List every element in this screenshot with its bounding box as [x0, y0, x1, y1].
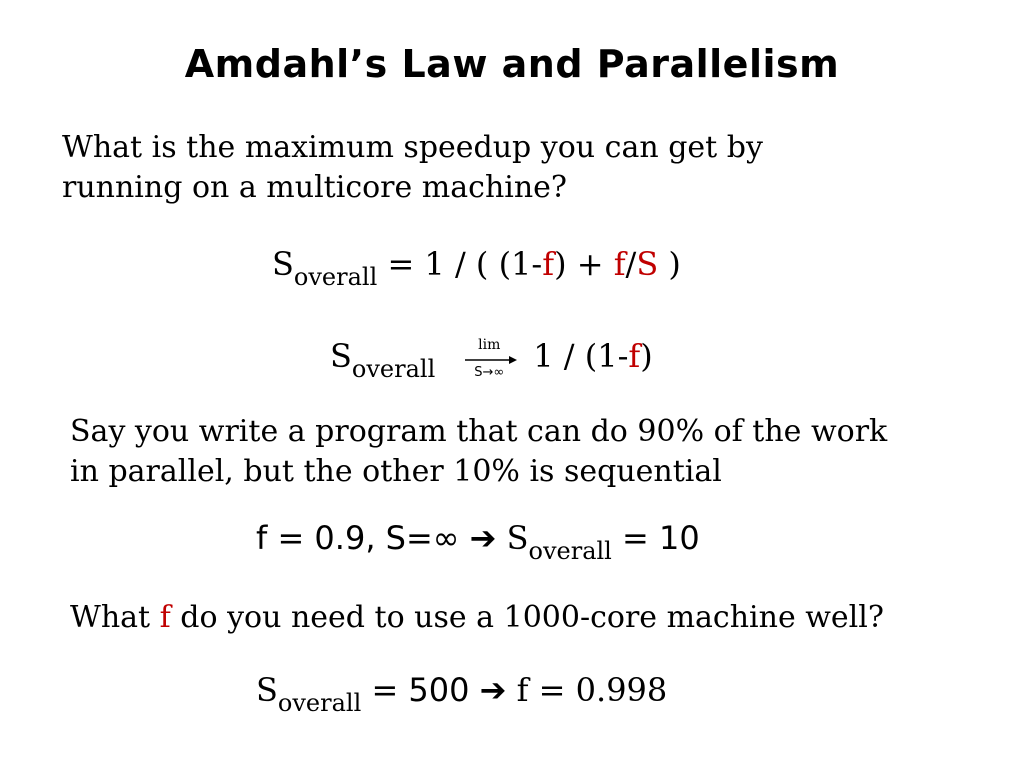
eq1-part4: ) [658, 245, 681, 283]
eq4-subscript: overall [277, 689, 362, 717]
eq2-subscript: overall [351, 355, 436, 383]
eq4-arrow-icon: ➔ [479, 671, 507, 709]
limit-operator [459, 336, 519, 380]
eq3-subscript: overall [528, 537, 612, 565]
limit-arrow-icon [465, 355, 517, 365]
answer-equation [256, 670, 667, 723]
eq1-f2: f [613, 245, 626, 283]
scenario-line1: Say you write a program that can do 90% of the work [70, 414, 888, 449]
scenario-result-equation [256, 518, 700, 571]
eq4-part2: f = 0.998 [506, 671, 668, 709]
limit-label: lim [478, 336, 501, 353]
scenario-text [70, 412, 887, 492]
scenario-line2: in parallel, but the other 10% is sequential [70, 454, 722, 489]
question2-f: f [159, 600, 171, 635]
eq3-part1: f = 0.9, S=∞ [256, 519, 470, 557]
eq1-part3: / [625, 245, 637, 283]
eq3-part2: = 10 [611, 519, 700, 557]
eq1-f1: f [542, 245, 555, 283]
eq1-S: S [272, 245, 294, 283]
eq1-part1: = 1 / ( (1- [377, 245, 543, 283]
limit-condition: S→∞ [474, 364, 505, 380]
eq2-S: S [330, 337, 352, 375]
eq4-S: S [256, 671, 278, 709]
eq1-subscript: overall [293, 263, 378, 291]
eq2-f: f [628, 337, 641, 375]
question-thousand-core [70, 598, 884, 638]
eq1-S2: S [636, 245, 659, 283]
question1-line2: running on a multicore machine? [62, 170, 568, 205]
eq1-part2: ) + [554, 245, 614, 283]
question1-line1: What is the maximum speedup you can get by [62, 130, 763, 165]
slide-title: Amdahl’s Law and Parallelism [184, 42, 840, 86]
amdahl-equation [272, 244, 681, 297]
eq4-part1: = 500 [361, 671, 480, 709]
eq3-arrow-icon: ➔ [469, 519, 497, 557]
question2-part1: What [70, 600, 160, 635]
eq2-part2: ) [640, 337, 653, 375]
eq3-S: S [496, 519, 529, 557]
limit-equation [330, 336, 653, 389]
question2-part2: do you need to use a 1000-core machine well? [170, 600, 884, 635]
eq2-part1: 1 / (1- [533, 337, 629, 375]
question-maximum-speedup [62, 128, 763, 208]
